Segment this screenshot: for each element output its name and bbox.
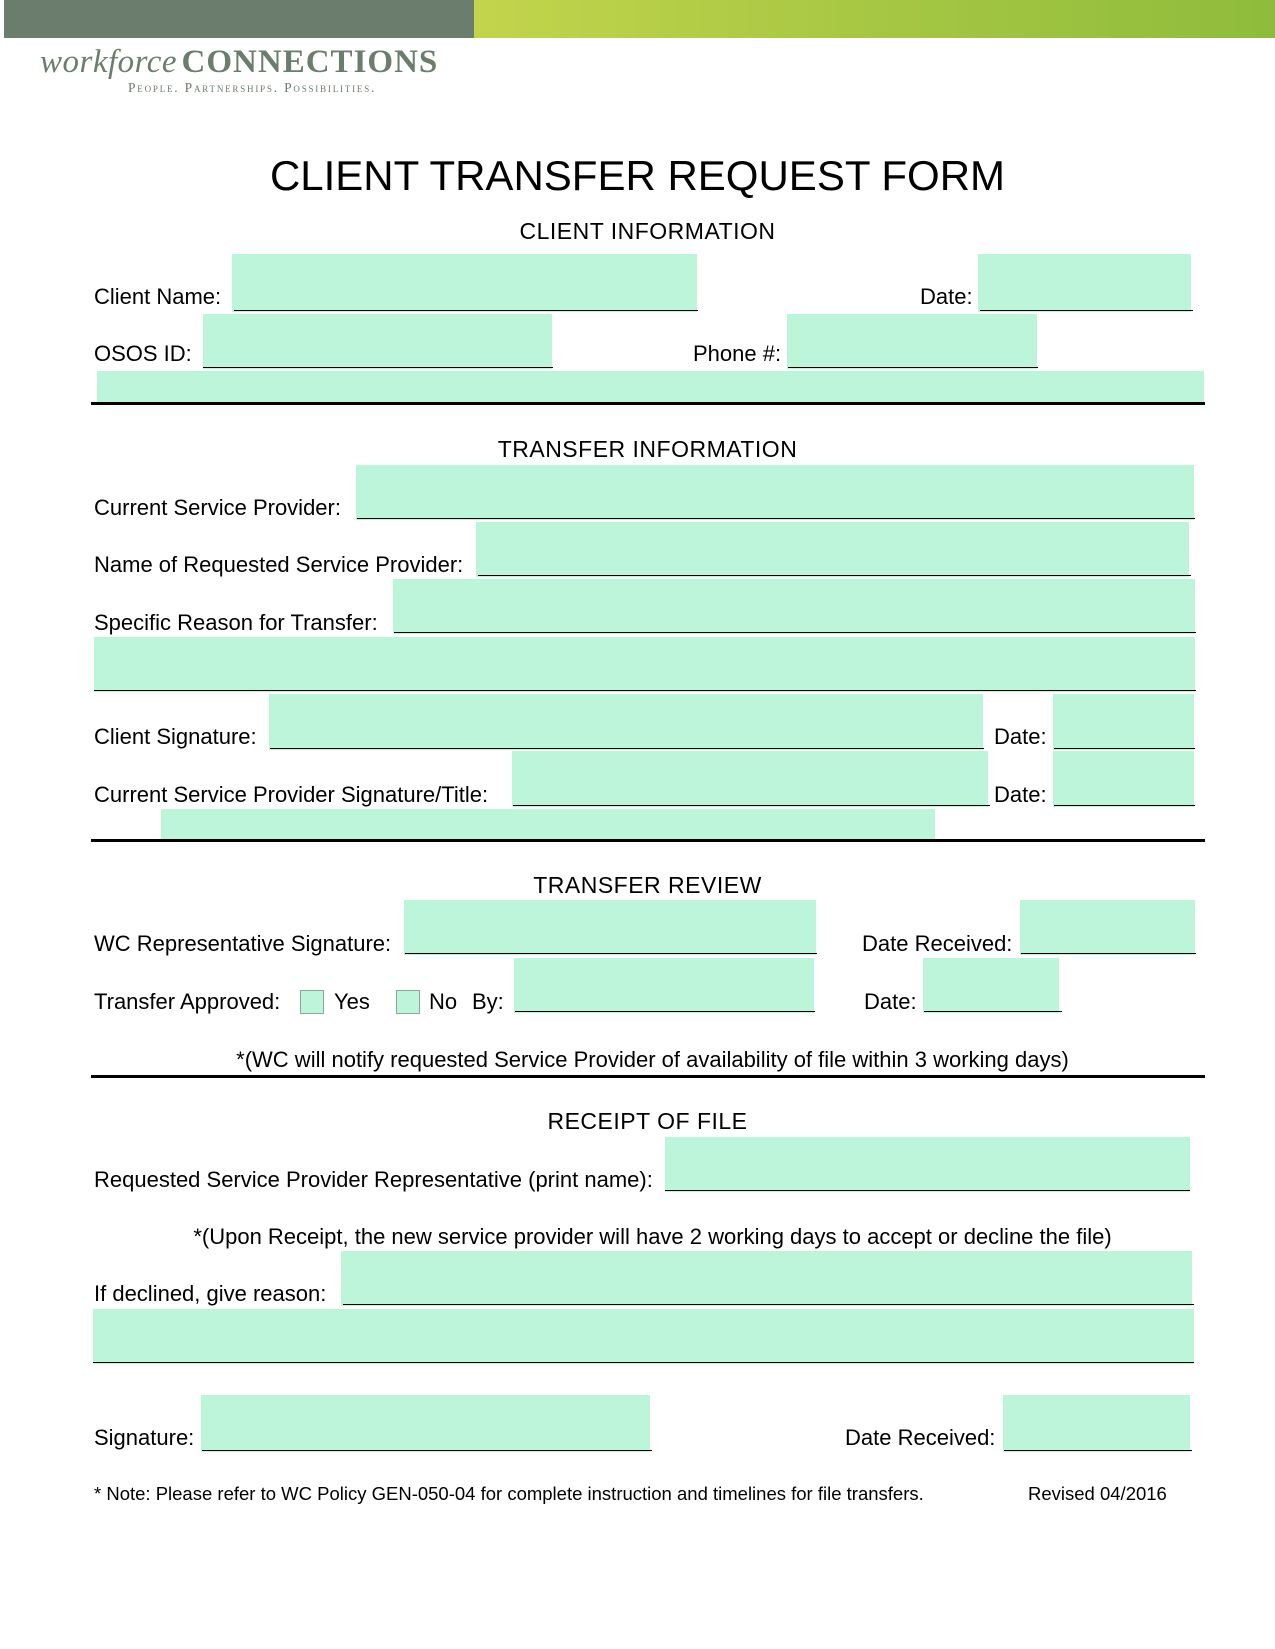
client-info-extra-field[interactable]: [97, 371, 1204, 402]
provider-title-extra-field[interactable]: [161, 809, 935, 839]
client-date-underline: [980, 310, 1193, 311]
approved-yes-checkbox[interactable]: [300, 990, 324, 1014]
policy-note: * Note: Please refer to WC Policy GEN-050-04 for complete instruction and timelines for file transfers.: [94, 1483, 924, 1504]
client-date-field[interactable]: [978, 254, 1191, 312]
provider-signature-underline: [513, 805, 990, 806]
review-date-received-field[interactable]: [1020, 900, 1195, 955]
transfer-reason-field[interactable]: [393, 579, 1195, 634]
approval-date-underline: [924, 1011, 1062, 1012]
current-service-provider-underline: [357, 518, 1195, 519]
header-band-gray: [4, 0, 474, 38]
declined-reason-continued-field[interactable]: [93, 1309, 1194, 1364]
form-title: CLIENT TRANSFER REQUEST FORM: [269, 152, 1006, 199]
revision-date: Revised 04/2016: [1028, 1483, 1167, 1504]
requested-service-provider-label: Name of Requested Service Provider:: [94, 552, 464, 577]
approved-no-checkbox[interactable]: [396, 990, 420, 1014]
client-name-field[interactable]: [232, 254, 697, 312]
provider-signature-date-label: Date:: [994, 782, 1047, 807]
review-date-received-label: Date Received:: [862, 931, 1013, 956]
receipt-date-received-label: Date Received:: [845, 1425, 996, 1450]
receipt-of-file-heading: RECEIPT OF FILE: [547, 1108, 748, 1134]
phone-field[interactable]: [787, 314, 1037, 369]
client-signature-date-underline: [1054, 748, 1195, 749]
approved-no-label: No: [429, 989, 458, 1014]
phone-label: Phone #:: [693, 341, 782, 366]
wc-notify-note: *(WC will notify requested Service Provider of availability of file within 3 working days): [236, 1047, 1069, 1072]
phone-underline: [788, 367, 1038, 368]
receipt-date-received-underline: [1004, 1450, 1192, 1451]
osos-id-underline: [203, 367, 553, 368]
receipt-signature-underline: [202, 1450, 652, 1451]
wc-representative-signature-underline: [405, 953, 817, 954]
provider-signature-date-field[interactable]: [1053, 751, 1194, 807]
transfer-reason-underline: [394, 632, 1196, 633]
osos-id-field[interactable]: [203, 314, 552, 369]
representative-print-name-field[interactable]: [665, 1137, 1190, 1192]
client-signature-date-label: Date:: [994, 724, 1047, 749]
declined-reason-label: If declined, give reason:: [94, 1281, 327, 1306]
transfer-reason-continued-underline: [94, 690, 1196, 691]
declined-reason-field[interactable]: [341, 1251, 1192, 1306]
wc-representative-signature-label: WC Representative Signature:: [94, 931, 392, 956]
requested-service-provider-underline: [478, 575, 1191, 576]
approval-date-label: Date:: [864, 989, 917, 1014]
receipt-date-received-field[interactable]: [1003, 1395, 1190, 1452]
requested-service-provider-field[interactable]: [476, 522, 1189, 577]
receipt-signature-field[interactable]: [201, 1395, 650, 1452]
client-signature-underline: [270, 748, 984, 749]
approval-date-field[interactable]: [923, 958, 1059, 1013]
transfer-reason-label: Specific Reason for Transfer:: [94, 610, 378, 635]
current-service-provider-field[interactable]: [356, 465, 1194, 520]
provider-signature-label: Current Service Provider Signature/Title:: [94, 782, 489, 807]
approved-yes-label: Yes: [334, 989, 370, 1014]
client-signature-label: Client Signature:: [94, 724, 257, 749]
tagline-text: People. Partnerships. Possibilities.: [128, 80, 377, 95]
receipt-acceptance-note: *(Upon Receipt, the new service provider will have 2 working days to accept or decline the file): [193, 1224, 1112, 1249]
representative-print-name-label: Requested Service Provider Representative (print name):: [94, 1167, 653, 1192]
approved-by-underline: [515, 1011, 815, 1012]
declined-reason-underline: [343, 1304, 1194, 1305]
client-date-label: Date:: [920, 284, 973, 309]
client-name-label: Client Name:: [94, 284, 222, 309]
current-service-provider-label: Current Service Provider:: [94, 495, 341, 520]
provider-signature-field[interactable]: [512, 751, 988, 807]
declined-reason-continued-underline: [93, 1362, 1194, 1363]
section-divider-2: [91, 839, 1205, 842]
representative-print-name-underline: [665, 1190, 1190, 1191]
client-information-heading: CLIENT INFORMATION: [519, 218, 776, 244]
transfer-reason-continued-field[interactable]: [94, 637, 1195, 692]
logo-word-connections: CONNECTIONS: [181, 44, 439, 80]
approved-by-field[interactable]: [514, 958, 814, 1013]
client-signature-date-field[interactable]: [1053, 694, 1194, 750]
header-color-band: [4, 0, 1275, 38]
provider-signature-date-underline: [1054, 805, 1195, 806]
transfer-information-heading: TRANSFER INFORMATION: [497, 436, 798, 462]
section-divider-1: [91, 402, 1205, 405]
review-date-received-underline: [1021, 953, 1196, 954]
approved-by-label: By:: [472, 989, 504, 1014]
logo-tagline: [128, 80, 376, 96]
transfer-review-heading: TRANSFER REVIEW: [533, 872, 762, 898]
client-signature-field[interactable]: [269, 694, 983, 750]
receipt-signature-label: Signature:: [94, 1425, 195, 1450]
logo-word-workforce: workforce: [40, 44, 178, 80]
client-name-underline: [234, 310, 698, 311]
header-band-green: [474, 0, 1275, 38]
workforce-connections-logo: [40, 44, 438, 81]
osos-id-label: OSOS ID:: [94, 341, 192, 366]
section-divider-3: [91, 1075, 1205, 1078]
transfer-approved-label: Transfer Approved:: [94, 989, 281, 1014]
wc-representative-signature-field[interactable]: [404, 900, 816, 955]
